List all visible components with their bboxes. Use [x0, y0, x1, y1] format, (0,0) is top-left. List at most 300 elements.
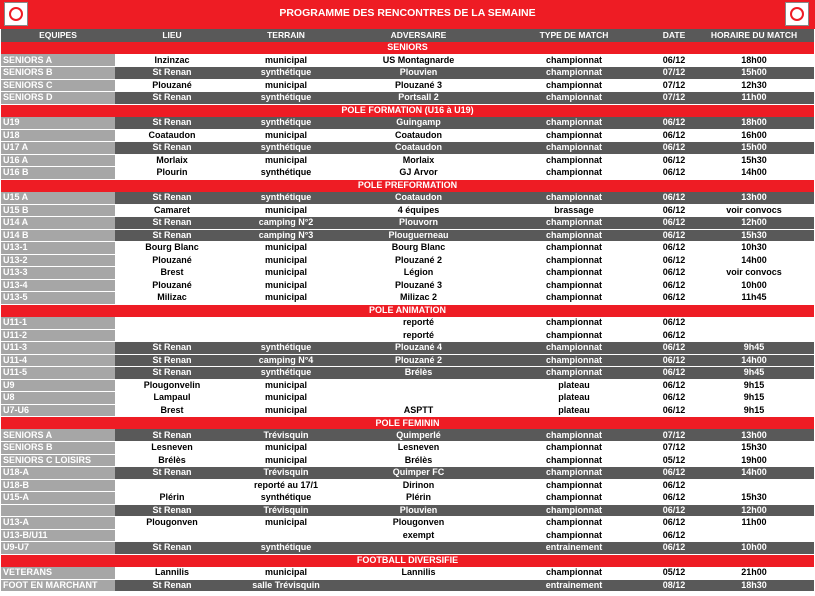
cell-terrain: synthétique: [229, 542, 343, 555]
cell-terrain: municipal: [229, 379, 343, 392]
cell-lieu: Lampaul: [115, 392, 229, 405]
cell-lieu: St Renan: [115, 429, 229, 442]
cell-horaire: 12h00: [694, 504, 814, 517]
cell-adversaire: Coataudon: [343, 192, 494, 205]
cell-lieu: Bourg Blanc: [115, 242, 229, 255]
cell-horaire: 9h45: [694, 342, 814, 355]
cell-lieu: St Renan: [115, 579, 229, 592]
cell-adversaire: Légion: [343, 267, 494, 280]
cell-adversaire: Coataudon: [343, 129, 494, 142]
cell-lieu: St Renan: [115, 342, 229, 355]
table-row: [1, 479, 814, 492]
cell-adversaire: Guingamp: [343, 117, 494, 130]
cell-team: SENIORS C: [1, 79, 115, 92]
cell-horaire: 14h00: [694, 354, 814, 367]
table-row: [1, 367, 814, 380]
cell-date: 07/12: [654, 442, 694, 455]
cell-terrain: synthétique: [229, 117, 343, 130]
cell-team: U18: [1, 129, 115, 142]
cell-team: SENIORS B: [1, 67, 115, 80]
cell-terrain: synthétique: [229, 92, 343, 105]
cell-type: championnat: [494, 217, 654, 230]
cell-type: championnat: [494, 154, 654, 167]
cell-type: brassage: [494, 204, 654, 217]
cell-team: U11-3: [1, 342, 115, 355]
cell-terrain: camping N°4: [229, 354, 343, 367]
cell-date: 06/12: [654, 154, 694, 167]
cell-adversaire: Coataudon: [343, 142, 494, 155]
cell-terrain: municipal: [229, 442, 343, 455]
cell-date: 06/12: [654, 354, 694, 367]
cell-date: 07/12: [654, 92, 694, 105]
table-row: [1, 229, 814, 242]
column-header-terrain: TERRAIN: [229, 29, 343, 42]
cell-type: championnat: [494, 354, 654, 367]
cell-date: 06/12: [654, 479, 694, 492]
table-row: [1, 117, 814, 130]
cell-adversaire: [343, 379, 494, 392]
cell-horaire: 11h00: [694, 92, 814, 105]
column-header-date: DATE: [654, 29, 694, 42]
cell-terrain: municipal: [229, 292, 343, 305]
cell-lieu: [115, 317, 229, 330]
cell-type: championnat: [494, 517, 654, 530]
cell-lieu: Plérin: [115, 492, 229, 505]
cell-horaire: 19h00: [694, 454, 814, 467]
table-row: [1, 154, 814, 167]
table-row: [1, 79, 814, 92]
cell-type: championnat: [494, 342, 654, 355]
cell-horaire: 13h00: [694, 192, 814, 205]
cell-type: entrainement: [494, 542, 654, 555]
cell-type: championnat: [494, 67, 654, 80]
cell-date: 06/12: [654, 129, 694, 142]
cell-lieu: Brélès: [115, 454, 229, 467]
cell-team: U13-3: [1, 267, 115, 280]
table-row: [1, 254, 814, 267]
table-row: [1, 92, 814, 105]
section-header-row: [1, 554, 814, 567]
table-row: [1, 517, 814, 530]
table-header-row: [1, 29, 814, 42]
cell-horaire: 9h15: [694, 392, 814, 405]
cell-date: 06/12: [654, 379, 694, 392]
club-logo-icon: [785, 2, 809, 26]
cell-adversaire: Milizac 2: [343, 292, 494, 305]
cell-horaire: 15h30: [694, 492, 814, 505]
cell-terrain: municipal: [229, 567, 343, 580]
cell-terrain: municipal: [229, 267, 343, 280]
cell-horaire: 21h00: [694, 567, 814, 580]
cell-terrain: municipal: [229, 154, 343, 167]
cell-team: U13-5: [1, 292, 115, 305]
cell-lieu: Brest: [115, 267, 229, 280]
cell-type: championnat: [494, 529, 654, 542]
cell-type: championnat: [494, 254, 654, 267]
cell-team: [1, 504, 115, 517]
cell-type: championnat: [494, 79, 654, 92]
cell-lieu: Inzinzac: [115, 54, 229, 67]
cell-lieu: St Renan: [115, 354, 229, 367]
cell-date: 06/12: [654, 142, 694, 155]
table-row: [1, 567, 814, 580]
section-header-row: [1, 417, 814, 430]
cell-team: U7-U6: [1, 404, 115, 417]
cell-date: 06/12: [654, 342, 694, 355]
cell-lieu: Coataudon: [115, 129, 229, 142]
cell-lieu: Plouzané: [115, 79, 229, 92]
table-row: [1, 167, 814, 180]
cell-lieu: Brest: [115, 404, 229, 417]
table-row: [1, 129, 814, 142]
table-row: [1, 342, 814, 355]
cell-lieu: Lannilis: [115, 567, 229, 580]
cell-horaire: 10h30: [694, 242, 814, 255]
cell-type: championnat: [494, 367, 654, 380]
cell-team: SENIORS C LOISIRS: [1, 454, 115, 467]
cell-terrain: reporté au 17/1: [229, 479, 343, 492]
cell-date: 06/12: [654, 267, 694, 280]
cell-date: 06/12: [654, 317, 694, 330]
cell-horaire: [694, 329, 814, 342]
cell-team: U11-5: [1, 367, 115, 380]
cell-team: U15 B: [1, 204, 115, 217]
cell-terrain: municipal: [229, 54, 343, 67]
cell-terrain: municipal: [229, 254, 343, 267]
cell-terrain: synthétique: [229, 492, 343, 505]
cell-lieu: St Renan: [115, 67, 229, 80]
cell-terrain: camping N°3: [229, 229, 343, 242]
cell-type: championnat: [494, 454, 654, 467]
cell-date: 07/12: [654, 429, 694, 442]
cell-horaire: 14h00: [694, 467, 814, 480]
cell-type: championnat: [494, 129, 654, 142]
cell-adversaire: US Montagnarde: [343, 54, 494, 67]
cell-date: 05/12: [654, 454, 694, 467]
cell-date: 06/12: [654, 229, 694, 242]
cell-team: U14 B: [1, 229, 115, 242]
cell-terrain: municipal: [229, 242, 343, 255]
cell-adversaire: Brélès: [343, 367, 494, 380]
cell-horaire: 11h45: [694, 292, 814, 305]
column-header-lieu: LIEU: [115, 29, 229, 42]
cell-type: championnat: [494, 267, 654, 280]
cell-lieu: St Renan: [115, 117, 229, 130]
cell-date: 06/12: [654, 217, 694, 230]
cell-type: championnat: [494, 317, 654, 330]
cell-horaire: 15h30: [694, 229, 814, 242]
cell-lieu: Plourin: [115, 167, 229, 180]
cell-lieu: [115, 479, 229, 492]
cell-date: 06/12: [654, 192, 694, 205]
cell-type: championnat: [494, 292, 654, 305]
cell-adversaire: [343, 579, 494, 592]
cell-lieu: Camaret: [115, 204, 229, 217]
cell-date: 06/12: [654, 529, 694, 542]
cell-type: plateau: [494, 392, 654, 405]
cell-horaire: voir convocs: [694, 267, 814, 280]
cell-horaire: 15h30: [694, 442, 814, 455]
table-row: [1, 142, 814, 155]
column-header-equipes: EQUIPES: [1, 29, 115, 42]
cell-team: U11-2: [1, 329, 115, 342]
cell-horaire: 9h15: [694, 379, 814, 392]
club-logo-icon: [4, 2, 28, 26]
table-row: [1, 529, 814, 542]
cell-horaire: 15h30: [694, 154, 814, 167]
cell-adversaire: Plouzané 4: [343, 342, 494, 355]
cell-lieu: Plouzané: [115, 254, 229, 267]
cell-terrain: municipal: [229, 204, 343, 217]
cell-date: 06/12: [654, 392, 694, 405]
cell-terrain: synthétique: [229, 167, 343, 180]
cell-team: U13-1: [1, 242, 115, 255]
cell-lieu: St Renan: [115, 542, 229, 555]
cell-horaire: 18h00: [694, 54, 814, 67]
cell-terrain: synthétique: [229, 192, 343, 205]
cell-date: 06/12: [654, 467, 694, 480]
cell-lieu: St Renan: [115, 467, 229, 480]
cell-terrain: camping N°2: [229, 217, 343, 230]
cell-adversaire: Morlaix: [343, 154, 494, 167]
cell-date: 06/12: [654, 204, 694, 217]
table-row: [1, 54, 814, 67]
cell-adversaire: Lesneven: [343, 442, 494, 455]
cell-terrain: municipal: [229, 392, 343, 405]
cell-adversaire: Quimperlé: [343, 429, 494, 442]
cell-date: 06/12: [654, 542, 694, 555]
cell-adversaire: Brélès: [343, 454, 494, 467]
cell-team: U19: [1, 117, 115, 130]
cell-team: U13-2: [1, 254, 115, 267]
cell-lieu: Morlaix: [115, 154, 229, 167]
cell-lieu: Milizac: [115, 292, 229, 305]
cell-lieu: St Renan: [115, 92, 229, 105]
cell-type: championnat: [494, 242, 654, 255]
cell-team: SENIORS A: [1, 54, 115, 67]
cell-adversaire: Quimper FC: [343, 467, 494, 480]
cell-team: U13-4: [1, 279, 115, 292]
cell-team: U18-B: [1, 479, 115, 492]
cell-type: championnat: [494, 92, 654, 105]
cell-type: championnat: [494, 229, 654, 242]
cell-type: championnat: [494, 192, 654, 205]
cell-terrain: synthétique: [229, 142, 343, 155]
cell-team: U18-A: [1, 467, 115, 480]
table-row: [1, 354, 814, 367]
cell-type: championnat: [494, 504, 654, 517]
table-row: [1, 442, 814, 455]
cell-adversaire: Dirinon: [343, 479, 494, 492]
cell-team: U17 A: [1, 142, 115, 155]
cell-adversaire: Plouzané 2: [343, 354, 494, 367]
cell-horaire: 14h00: [694, 254, 814, 267]
cell-adversaire: reporté: [343, 329, 494, 342]
cell-adversaire: [343, 542, 494, 555]
cell-lieu: [115, 529, 229, 542]
cell-adversaire: Plouvorn: [343, 217, 494, 230]
cell-adversaire: 4 équipes: [343, 204, 494, 217]
cell-adversaire: exempt: [343, 529, 494, 542]
column-header-type: TYPE DE MATCH: [494, 29, 654, 42]
cell-horaire: 12h00: [694, 217, 814, 230]
cell-lieu: St Renan: [115, 192, 229, 205]
cell-lieu: [115, 329, 229, 342]
cell-terrain: Trévisquin: [229, 467, 343, 480]
cell-horaire: voir convocs: [694, 204, 814, 217]
cell-horaire: 16h00: [694, 129, 814, 142]
cell-horaire: 10h00: [694, 542, 814, 555]
table-row: [1, 454, 814, 467]
table-row: [1, 467, 814, 480]
cell-date: 06/12: [654, 292, 694, 305]
cell-horaire: 11h00: [694, 517, 814, 530]
section-title: POLE FEMININ: [1, 417, 814, 430]
cell-terrain: municipal: [229, 129, 343, 142]
cell-horaire: 14h00: [694, 167, 814, 180]
cell-horaire: 9h45: [694, 367, 814, 380]
cell-type: championnat: [494, 54, 654, 67]
cell-horaire: 15h00: [694, 142, 814, 155]
cell-lieu: St Renan: [115, 504, 229, 517]
cell-team: FOOT EN MARCHANT: [1, 579, 115, 592]
cell-adversaire: Bourg Blanc: [343, 242, 494, 255]
column-header-adversaire: ADVERSAIRE: [343, 29, 494, 42]
cell-team: U15-A: [1, 492, 115, 505]
cell-type: plateau: [494, 404, 654, 417]
cell-adversaire: Portsall 2: [343, 92, 494, 105]
table-row: [1, 329, 814, 342]
section-title: POLE FORMATION (U16 à U19): [1, 104, 814, 117]
section-title: FOOTBALL DIVERSIFIE: [1, 554, 814, 567]
cell-adversaire: Plouzané 2: [343, 254, 494, 267]
cell-date: 06/12: [654, 367, 694, 380]
cell-type: championnat: [494, 429, 654, 442]
table-row: [1, 504, 814, 517]
column-header-horaire: HORAIRE DU MATCH: [694, 29, 814, 42]
cell-type: championnat: [494, 279, 654, 292]
cell-type: championnat: [494, 567, 654, 580]
cell-terrain: [229, 529, 343, 542]
cell-type: championnat: [494, 167, 654, 180]
cell-terrain: municipal: [229, 79, 343, 92]
page-title: PROGRAMME DES RENCONTRES DE LA SEMAINE: [279, 7, 536, 19]
cell-terrain: synthétique: [229, 67, 343, 80]
table-row: [1, 379, 814, 392]
cell-date: 06/12: [654, 117, 694, 130]
table-row: [1, 192, 814, 205]
table-row: [1, 317, 814, 330]
cell-horaire: [694, 529, 814, 542]
cell-date: 06/12: [654, 54, 694, 67]
cell-lieu: St Renan: [115, 142, 229, 155]
cell-terrain: municipal: [229, 404, 343, 417]
cell-lieu: St Renan: [115, 367, 229, 380]
section-header-row: [1, 42, 814, 55]
cell-lieu: Lesneven: [115, 442, 229, 455]
cell-terrain: [229, 317, 343, 330]
table-row: [1, 392, 814, 405]
cell-team: U9-U7: [1, 542, 115, 555]
cell-type: championnat: [494, 492, 654, 505]
table-row: [1, 292, 814, 305]
cell-date: 06/12: [654, 329, 694, 342]
cell-lieu: Plouzané: [115, 279, 229, 292]
cell-team: U11-4: [1, 354, 115, 367]
cell-adversaire: GJ Arvor: [343, 167, 494, 180]
cell-adversaire: Plérin: [343, 492, 494, 505]
cell-lieu: St Renan: [115, 229, 229, 242]
cell-date: 07/12: [654, 79, 694, 92]
table-row: [1, 492, 814, 505]
cell-adversaire: Plouzané 3: [343, 79, 494, 92]
cell-type: championnat: [494, 467, 654, 480]
cell-adversaire: Lannilis: [343, 567, 494, 580]
cell-date: 06/12: [654, 492, 694, 505]
cell-adversaire: Plouguerneau: [343, 229, 494, 242]
cell-adversaire: Plouvien: [343, 504, 494, 517]
section-title: POLE PREFORMATION: [1, 179, 814, 192]
cell-team: U11-1: [1, 317, 115, 330]
cell-date: 06/12: [654, 254, 694, 267]
cell-type: entrainement: [494, 579, 654, 592]
cell-team: SENIORS B: [1, 442, 115, 455]
cell-horaire: 18h30: [694, 579, 814, 592]
cell-team: U13-B/U11: [1, 529, 115, 542]
table-row: [1, 204, 814, 217]
table-row: [1, 579, 814, 592]
cell-date: 06/12: [654, 504, 694, 517]
cell-date: 08/12: [654, 579, 694, 592]
section-header-row: [1, 104, 814, 117]
table-body: [1, 42, 814, 592]
cell-lieu: St Renan: [115, 217, 229, 230]
cell-terrain: Trévisquin: [229, 429, 343, 442]
cell-team: VETERANS: [1, 567, 115, 580]
cell-team: U8: [1, 392, 115, 405]
cell-date: 07/12: [654, 67, 694, 80]
cell-adversaire: Plouvien: [343, 67, 494, 80]
cell-horaire: 15h00: [694, 67, 814, 80]
cell-date: 06/12: [654, 167, 694, 180]
cell-adversaire: Plouzané 3: [343, 279, 494, 292]
table-row: [1, 242, 814, 255]
table-row: [1, 542, 814, 555]
schedule-table: [1, 29, 814, 592]
cell-date: 06/12: [654, 242, 694, 255]
cell-lieu: Plougonvelin: [115, 379, 229, 392]
table-row: [1, 404, 814, 417]
cell-terrain: Trévisquin: [229, 504, 343, 517]
cell-team: U9: [1, 379, 115, 392]
cell-adversaire: ASPTT: [343, 404, 494, 417]
section-title: POLE ANIMATION: [1, 304, 814, 317]
section-title: SENIORS: [1, 42, 814, 55]
cell-horaire: 10h00: [694, 279, 814, 292]
cell-terrain: synthétique: [229, 342, 343, 355]
table-row: [1, 429, 814, 442]
cell-terrain: municipal: [229, 517, 343, 530]
cell-type: championnat: [494, 442, 654, 455]
cell-date: 06/12: [654, 404, 694, 417]
cell-terrain: salle Trévisquin: [229, 579, 343, 592]
cell-type: championnat: [494, 117, 654, 130]
section-header-row: [1, 179, 814, 192]
cell-terrain: synthétique: [229, 367, 343, 380]
cell-date: 05/12: [654, 567, 694, 580]
cell-horaire: 12h30: [694, 79, 814, 92]
cell-type: championnat: [494, 142, 654, 155]
